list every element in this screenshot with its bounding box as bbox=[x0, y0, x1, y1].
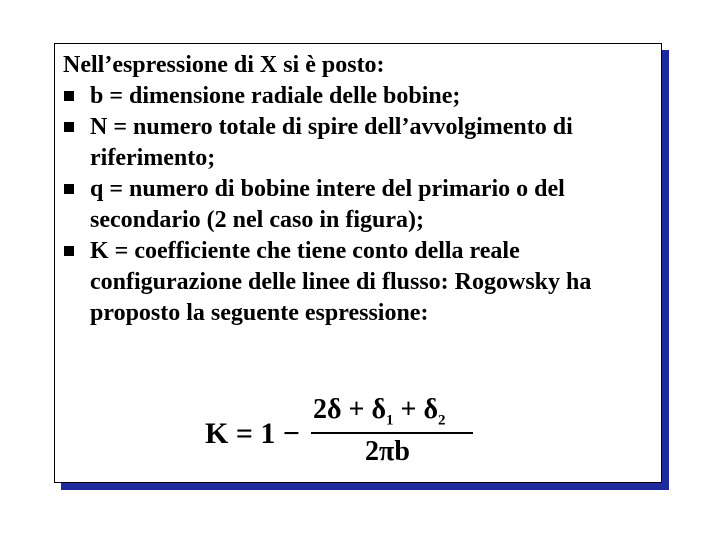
item-text: b = dimensione radiale delle bobine; bbox=[90, 83, 461, 109]
item-text: N = numero totale di spire dell’avvolgimento di riferimento; bbox=[90, 114, 573, 171]
numerator-subscript-1: 1 bbox=[386, 412, 394, 429]
list-item bbox=[63, 112, 659, 174]
item-text: q = numero di bobine intere del primario o del secondario (2 nel caso in figura); bbox=[90, 176, 565, 233]
numerator-part-a: 2δ + δ bbox=[313, 394, 387, 425]
slide-card bbox=[54, 43, 662, 483]
numerator-subscript-2: 2 bbox=[438, 412, 446, 429]
list-item bbox=[63, 174, 659, 236]
slide-content bbox=[63, 50, 659, 329]
item-text: K = coefficiente che tiene conto della reale configurazione delle linee di flusso: Rogowsky ha proposto la seguente espressione: bbox=[90, 238, 592, 326]
list-item bbox=[63, 236, 659, 329]
numerator-part-b: + δ bbox=[393, 394, 439, 425]
formula-denominator: 2πb bbox=[365, 436, 410, 467]
square-bullet-icon bbox=[64, 122, 74, 132]
rogowsky-formula bbox=[205, 394, 505, 474]
square-bullet-icon bbox=[64, 91, 74, 101]
fraction-line bbox=[311, 432, 473, 434]
square-bullet-icon bbox=[64, 184, 74, 194]
intro-text: Nell’espressione di X si è posto: bbox=[63, 52, 385, 78]
definition-list bbox=[63, 81, 659, 329]
formula-numerator bbox=[313, 394, 446, 430]
square-bullet-icon bbox=[64, 246, 74, 256]
formula-lhs: K = 1 − bbox=[205, 417, 301, 450]
list-item bbox=[63, 81, 659, 112]
